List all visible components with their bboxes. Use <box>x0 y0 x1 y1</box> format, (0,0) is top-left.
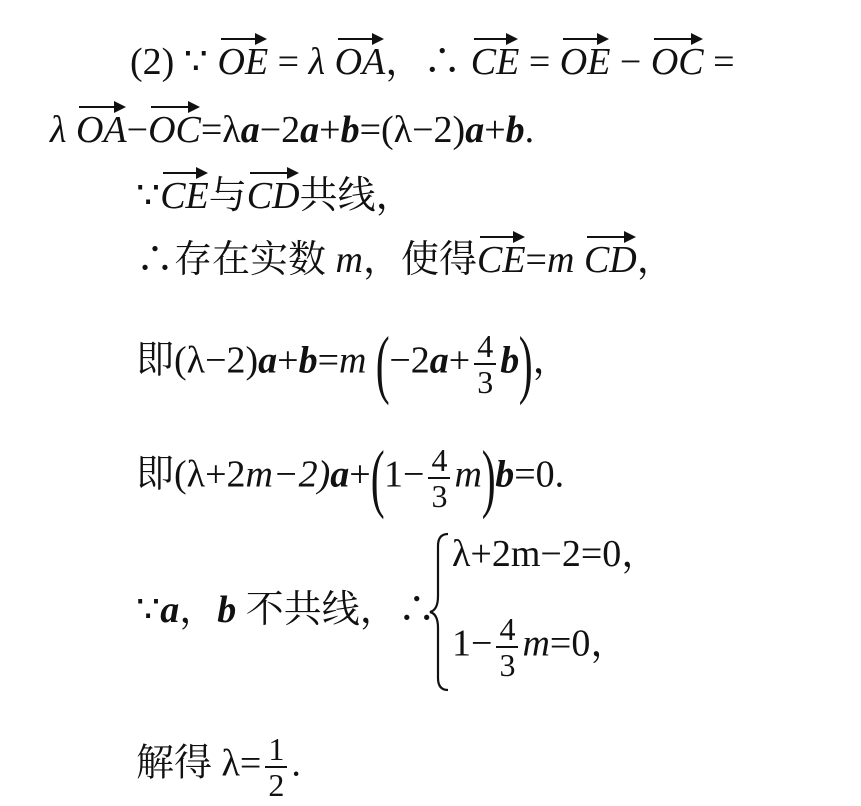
system-brace <box>428 532 450 692</box>
line-1: (2) ∵ OE = λ OA，∴ CE = OE − OC = <box>130 41 735 83</box>
vector-CE-2: CE <box>160 175 209 217</box>
vector-OE-2: OE <box>559 41 611 83</box>
line-8: 解得 λ= $\frac{1}{2}$ . <box>136 731 301 803</box>
system-eq-1: λ+2m−2=0， <box>452 533 660 575</box>
line-1-lead: (2) ∵ <box>130 41 208 83</box>
line-3: ∵CE与CD共线， <box>136 175 414 217</box>
fraction-one-half: $\frac{1}{2}$ <box>265 732 287 802</box>
vector-OC: OC <box>650 41 704 83</box>
system-eq-2: 1− $\frac{4}{3}$ m=0， <box>452 611 629 683</box>
line-2: λ OA−OC=λa−2a+b=(λ−2)a+b. <box>50 109 535 151</box>
vector-CE: CE <box>470 41 520 83</box>
vector-OA: OA <box>334 41 386 83</box>
fraction-four-thirds: $\frac{4}{3}$ <box>474 329 496 399</box>
line-6: 即(λ+2m−2)a+(1− $\frac{4}{3}$ m)b=0. <box>136 436 565 520</box>
vector-CD-2: CD <box>583 239 637 281</box>
vector-OE: OE <box>217 41 269 83</box>
line-7: ∵a，b 不共线，∴ <box>136 589 436 631</box>
line-4: ∴存在实数 m，使得CE=m CD， <box>136 239 675 281</box>
vector-OC-2: OC <box>148 109 201 151</box>
fraction-four-thirds-2: $\frac{4}{3}$ <box>428 443 450 513</box>
vector-CE-3: CE <box>476 239 526 281</box>
line-5: 即(λ−2)a+b=m (−2a+ $\frac{4}{3}$ b)， <box>136 322 571 406</box>
fraction-four-thirds-3: $\frac{4}{3}$ <box>496 612 518 682</box>
vector-CD: CD <box>246 175 300 217</box>
vector-OA-2: OA <box>75 109 127 151</box>
